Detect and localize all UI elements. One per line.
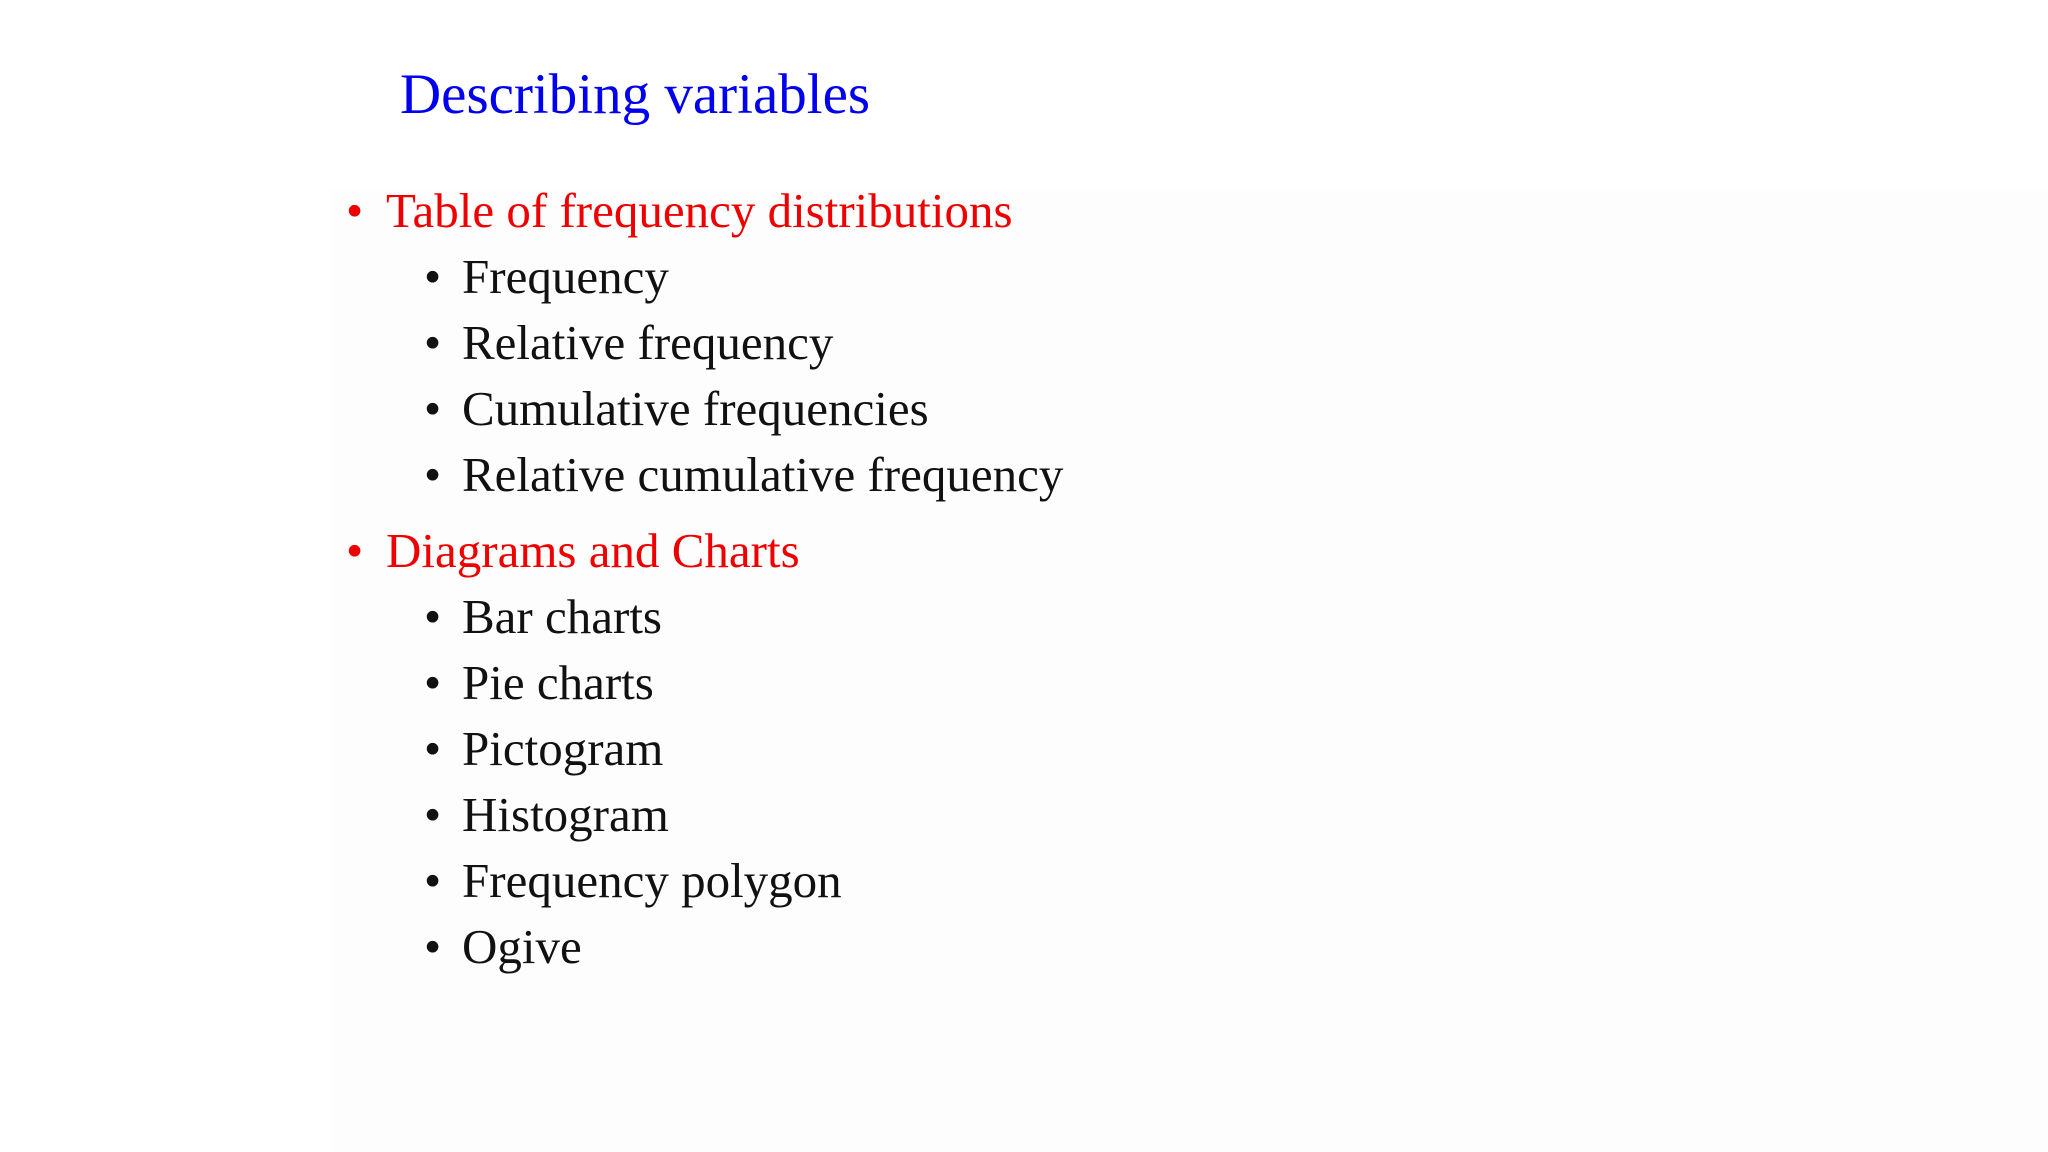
list-item [424, 917, 582, 977]
section-heading-text: Diagrams and Charts [386, 523, 800, 578]
bullet-icon: • [424, 655, 442, 710]
bullet-icon: • [424, 589, 442, 644]
section-heading-text: Table of frequency distributions [386, 183, 1013, 238]
bullet-icon: • [424, 249, 442, 304]
bullet-icon: • [346, 183, 364, 238]
list-item-text: Bar charts [462, 589, 662, 644]
list-item-text: Frequency [462, 249, 669, 304]
list-item-text: Pictogram [462, 721, 664, 776]
bullet-icon: • [424, 721, 442, 776]
section-heading [346, 521, 800, 581]
list-item-text: Frequency polygon [462, 853, 842, 908]
list-item [424, 313, 833, 373]
bullet-icon: • [424, 315, 442, 370]
bullet-icon: • [424, 787, 442, 842]
list-item-text: Cumulative frequencies [462, 381, 929, 436]
list-item [424, 379, 929, 439]
bullet-icon: • [424, 447, 442, 502]
list-item [424, 653, 654, 713]
slide-title: Describing variables [400, 63, 871, 126]
list-item-text: Relative frequency [462, 315, 834, 370]
bullet-icon: • [346, 523, 364, 578]
bullet-icon: • [424, 381, 442, 436]
list-item-text: Pie charts [462, 655, 654, 710]
list-item-text: Ogive [462, 919, 582, 974]
list-item-text: Histogram [462, 787, 669, 842]
list-item [424, 851, 842, 911]
list-item [424, 445, 1063, 505]
list-item-text: Relative cumulative frequency [462, 447, 1064, 502]
list-item [424, 247, 669, 307]
section-heading [346, 181, 1013, 241]
list-item [424, 719, 663, 779]
bullet-icon: • [424, 919, 442, 974]
list-item [424, 587, 662, 647]
list-item [424, 785, 669, 845]
bullet-icon: • [424, 853, 442, 908]
